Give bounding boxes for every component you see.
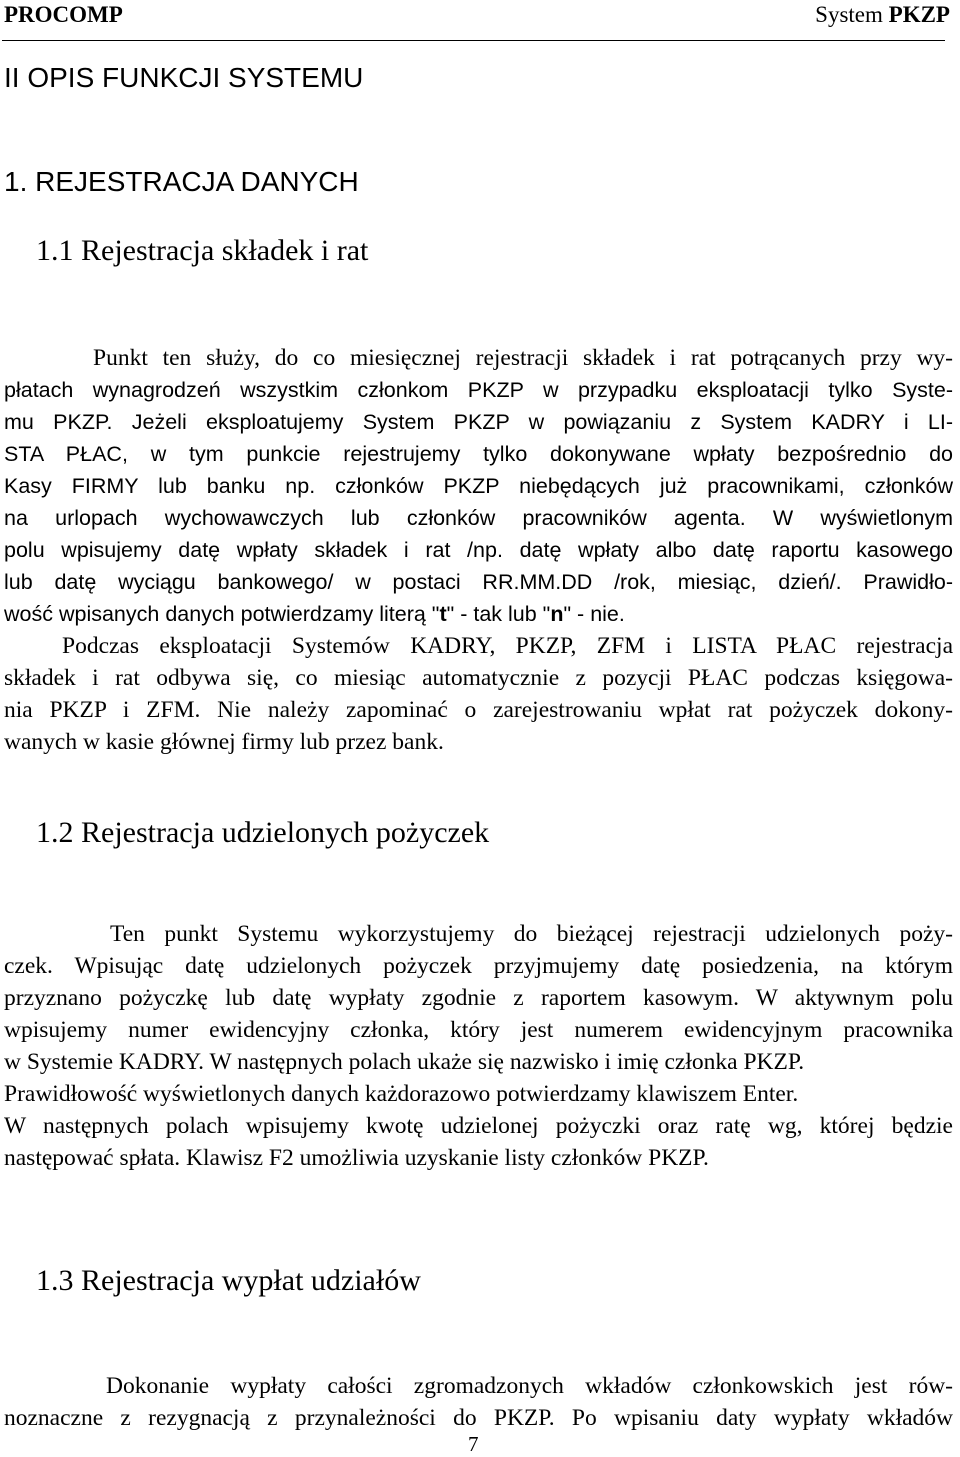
- paragraph-line: lub datę wyciągu bankowego/ w postaci RR.MM.DD /rok, miesiąc, dzień/. Prawidło-: [4, 570, 953, 594]
- paragraph-line: W następnych polach wpisujemy kwotę udzielonej pożyczki oraz ratę wg, której będzie: [4, 1113, 953, 1139]
- paragraph-line: Dokonanie wypłaty całości zgromadzonych wkładów członkowskich jest rów-: [106, 1373, 953, 1399]
- paragraph-line: Podczas eksploatacji Systemów KADRY, PKZP, ZFM i LISTA PŁAC rejestracja: [62, 633, 953, 659]
- header-system: [815, 2, 950, 28]
- confirm-text-middle: " - tak lub ": [446, 602, 551, 626]
- paragraph-line: Prawidłowość wyświetlonych danych każdorazowo potwierdzamy klawiszem Enter.: [4, 1081, 799, 1107]
- paragraph-line: następować spłata. Klawisz F2 umożliwia uzyskanie listy członków PKZP.: [4, 1145, 709, 1171]
- confirm-text-before: wość wpisanych danych potwierdzamy literą ": [4, 602, 440, 626]
- subsection-title-1-1: 1.1 Rejestracja składek i rat: [36, 234, 369, 267]
- paragraph-line: w Systemie KADRY. W następnych polach ukaże się nazwisko i imię członka PKZP.: [4, 1049, 805, 1075]
- header-rule: [2, 40, 945, 41]
- section-title: 1. REJESTRACJA DANYCH: [4, 166, 359, 197]
- chapter-title: II OPIS FUNKCJI SYSTEMU: [4, 62, 364, 93]
- paragraph-line: przyznano pożyczkę lub datę wypłaty zgodnie z raportem kasowym. W aktywnym polu: [4, 985, 953, 1011]
- subsection-title-1-3: 1.3 Rejestracja wypłat udziałów: [36, 1264, 421, 1297]
- paragraph-line: Ten punkt Systemu wykorzystujemy do bieżącej rejestracji udzielonych poży-: [110, 921, 953, 947]
- paragraph-line: płatach wynagrodzeń wszystkim członkom PKZP w przypadku eksploatacji tylko Syste-: [4, 378, 953, 402]
- paragraph-line: składek i rat odbywa się, co miesiąc automatycznie z pozycji PŁAC podczas księgowa-: [4, 665, 953, 691]
- header-company: PROCOMP: [4, 2, 123, 27]
- confirm-key-t: t: [439, 602, 447, 626]
- paragraph-line: Punkt ten służy, do co miesięcznej rejestracji składek i rat potrącanych przy wy-: [93, 345, 953, 371]
- subsection-title-1-2: 1.2 Rejestracja udzielonych pożyczek: [36, 816, 490, 849]
- paragraph-line: polu wpisujemy datę wpłaty składek i rat /np. datę wpłaty albo datę raportu kasowego: [4, 538, 953, 562]
- paragraph-line: nia PKZP i ZFM. Nie należy zapominać o zarejestrowaniu wpłat rat pożyczek dokony-: [4, 697, 953, 723]
- paragraph-line: noznaczne z rezygnacją z przynależności do PKZP. Po wpisaniu daty wypłaty wkładów: [4, 1405, 953, 1431]
- paragraph-line: czek. Wpisując datę udzielonych pożyczek przyjmujemy datę posiedzenia, na którym: [4, 953, 953, 979]
- paragraph-line: na urlopach wychowawczych lub członków pracowników agenta. W wyświetlonym: [4, 506, 953, 530]
- confirm-key-n: n: [550, 602, 564, 626]
- paragraph-line: mu PKZP. Jeżeli eksploatujemy System PKZP w powiązaniu z System KADRY i LI-: [4, 410, 953, 434]
- paragraph-line: wanych w kasie głównej firmy lub przez bank.: [4, 729, 444, 755]
- paragraph-line: Kasy FIRMY lub banku np. członków PKZP niebędących już pracownikami, członków: [4, 474, 953, 498]
- page-number: 7: [468, 1432, 479, 1456]
- header-system-name: PKZP: [888, 2, 950, 27]
- paragraph-line-confirm: [4, 598, 953, 630]
- confirm-text-after: " - nie.: [563, 602, 625, 626]
- paragraph-line: STA PŁAC, w tym punkcie rejestrujemy tylko dokonywane wpłaty bezpośrednio do: [4, 442, 953, 466]
- header-system-prefix: System: [815, 2, 889, 27]
- paragraph-line: wpisujemy numer ewidencyjny członka, który jest numerem ewidencyjnym pracownika: [4, 1017, 953, 1043]
